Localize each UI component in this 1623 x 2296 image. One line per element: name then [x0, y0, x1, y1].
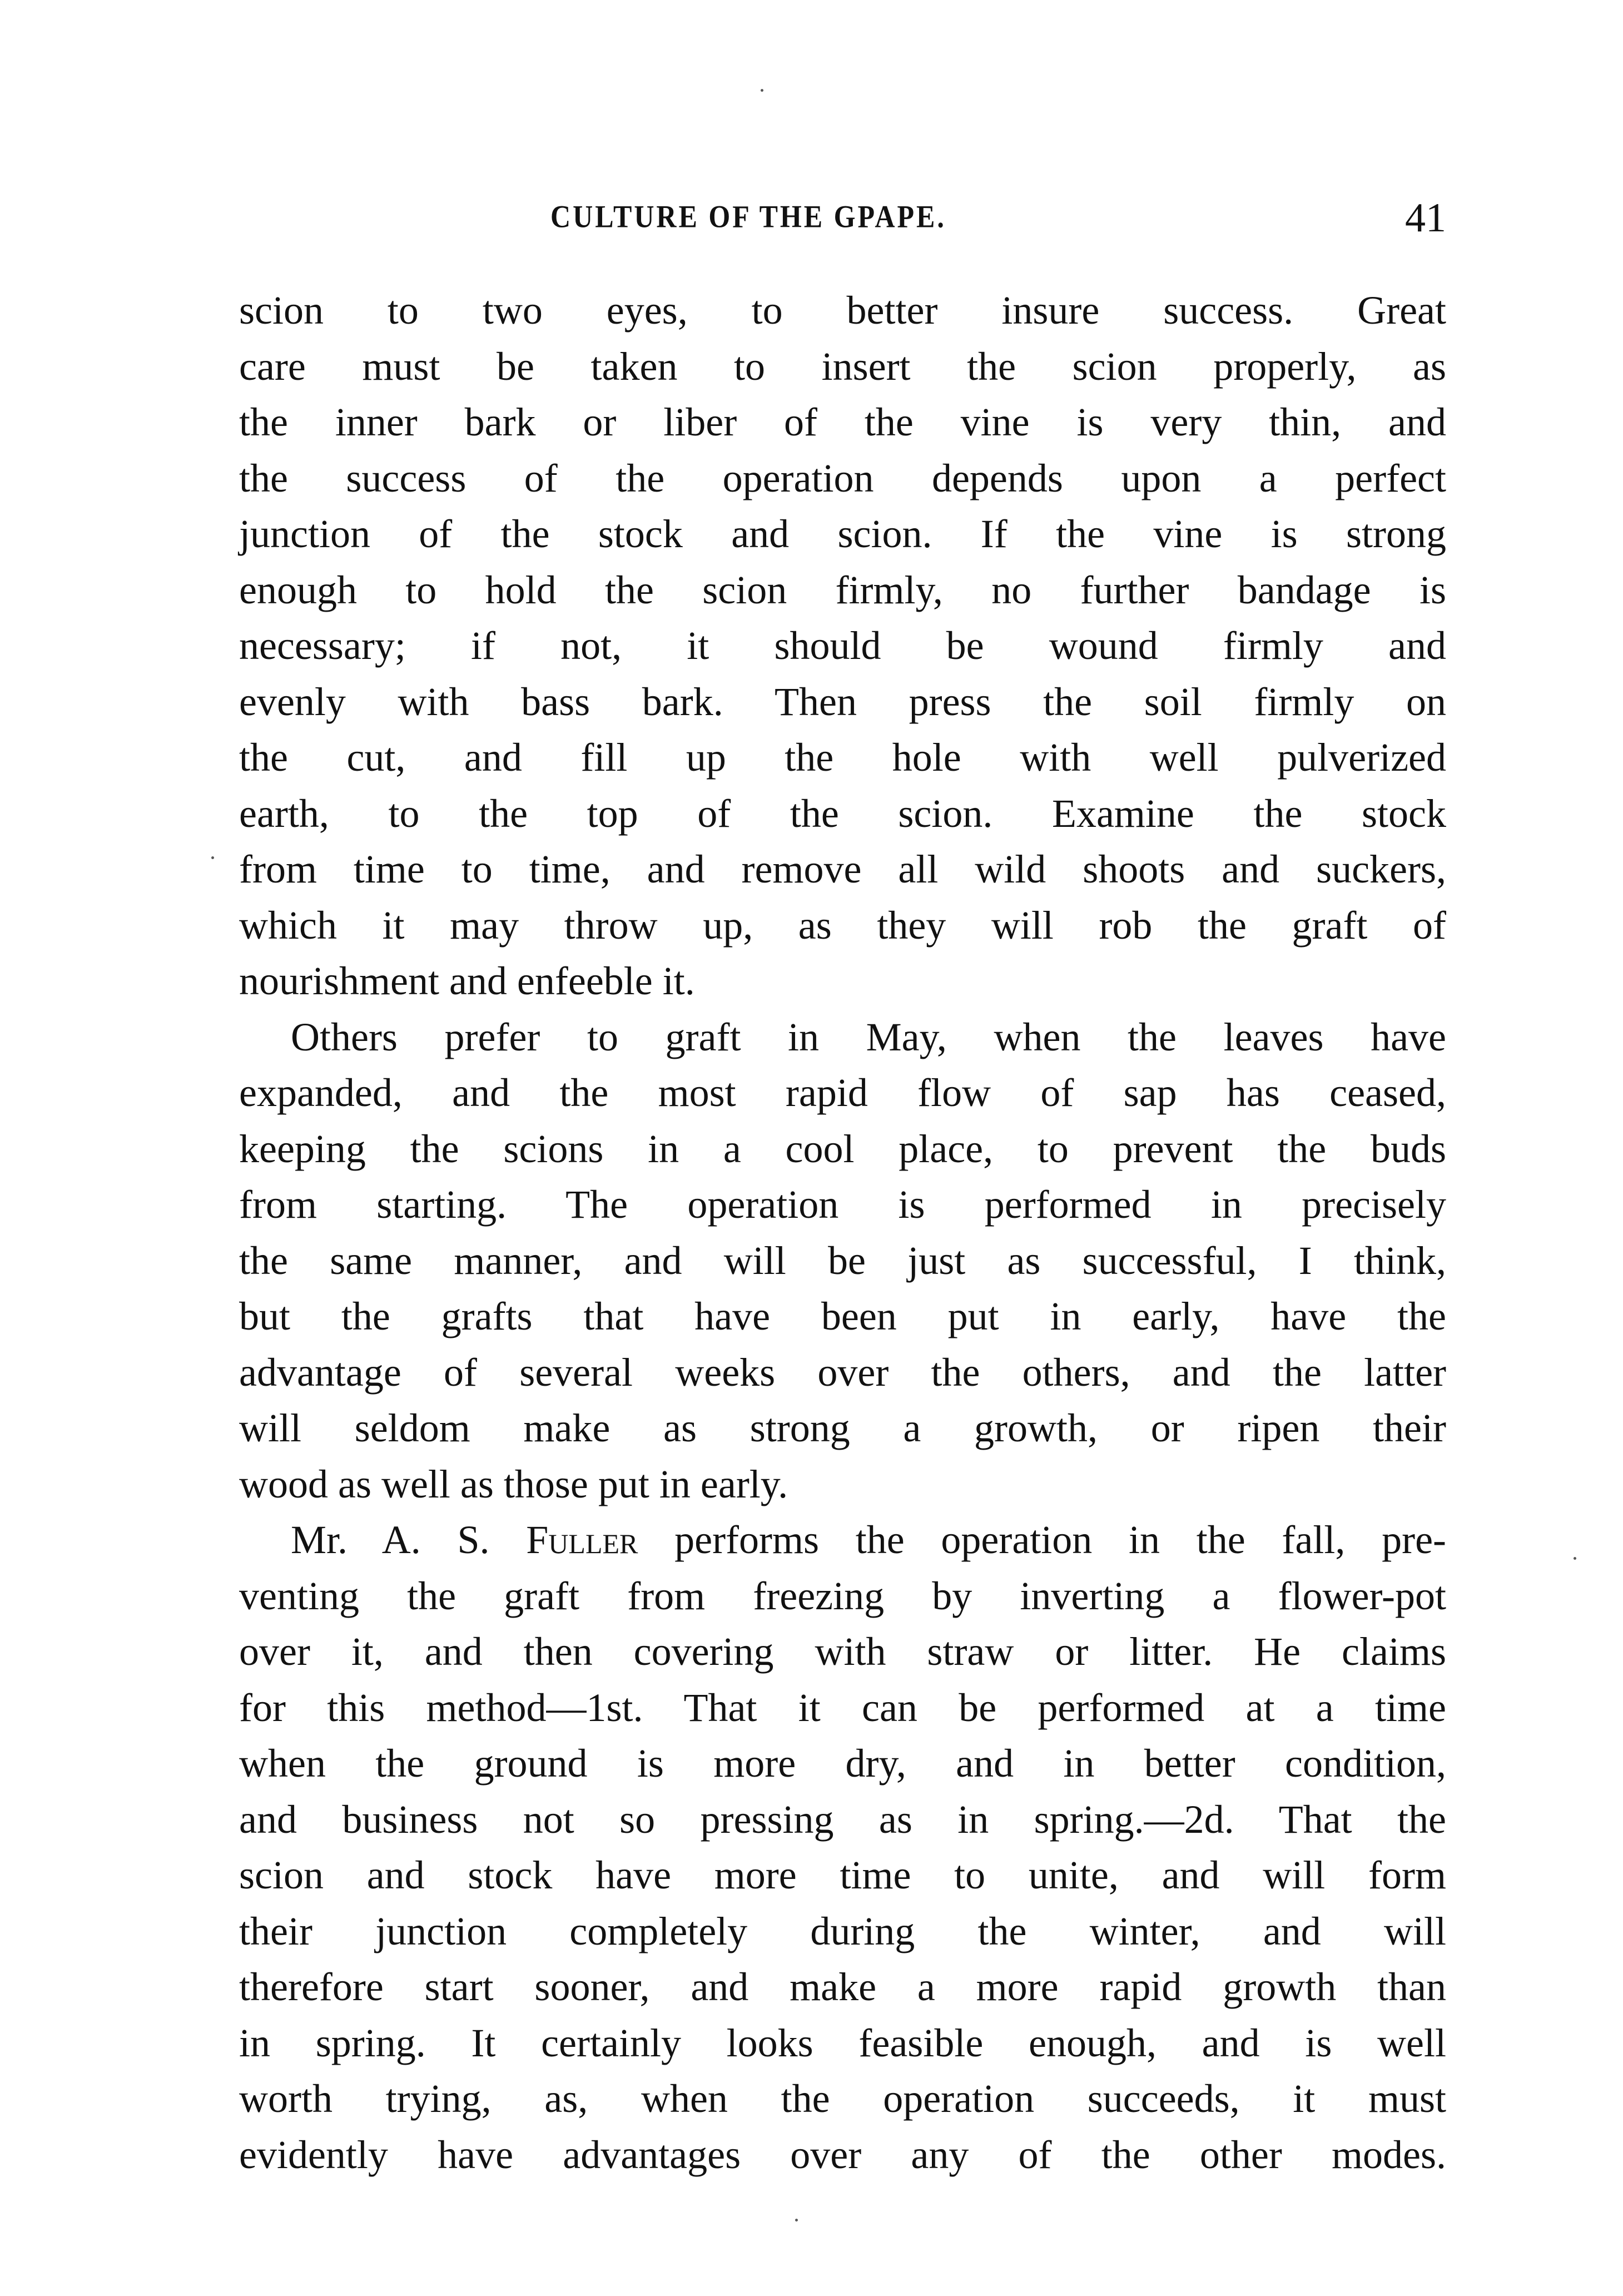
text-line: which it may throw up, as they will rob the graft of [239, 902, 1446, 948]
text-line: necessary; if not, it should be wound firmly and [239, 623, 1446, 668]
running-title: CULTURE OF THE GPAPE. [550, 198, 946, 235]
text-line: expanded, and the most rapid flow of sap has ceased, [239, 1070, 1446, 1115]
page-number: 41 [1405, 195, 1446, 241]
text-line: care must be taken to insert the scion properly, as [239, 344, 1446, 389]
text-line: the inner bark or liber of the vine is very thin, and [239, 400, 1446, 444]
text-segment: performs the operation in the fall, pre- [638, 1518, 1446, 1562]
text-line: in spring. It certainly looks feasible enough, and is well [239, 2020, 1446, 2065]
scan-speck [761, 89, 763, 92]
text-line: from starting. The operation is performed in precisely [239, 1182, 1446, 1227]
paragraph [239, 282, 1446, 1009]
paragraph [239, 1512, 1446, 2183]
text-line: evidently have advantages over any of the other modes. [239, 2132, 1446, 2177]
text-line: but the grafts that have been put in early, have the [239, 1294, 1446, 1338]
scan-speck [211, 856, 214, 859]
author-name: Fuller [526, 1518, 638, 1562]
text-line: their junction completely during the winter, and will [239, 1908, 1446, 1953]
text-line: nourishment and enfeeble it. [239, 959, 695, 1003]
text-line: venting the graft from freezing by inverting a flower-pot [239, 1573, 1446, 1618]
text-segment: Mr. A. S. [291, 1518, 527, 1562]
text-line: for this method—1st. That it can be performed at a time [239, 1685, 1446, 1730]
text-line: the cut, and fill up the hole with well pulverized [239, 735, 1446, 780]
body-text [239, 282, 1446, 2183]
text-line: junction of the stock and scion. If the vine is strong [239, 512, 1446, 556]
text-line: scion to two eyes, to better insure success. Great [239, 288, 1446, 333]
text-line: the same manner, and will be just as successful, I think, [239, 1238, 1446, 1283]
text-line: Others prefer to graft in May, when the leaves have [291, 1014, 1446, 1059]
text-line: worth trying, as, when the operation succeeds, it must [239, 2076, 1446, 2121]
text-line: scion and stock have more time to unite, and will form [239, 1853, 1446, 1897]
text-line: the success of the operation depends upon a perfect [239, 455, 1446, 500]
scan-speck [795, 2219, 798, 2221]
text-line: when the ground is more dry, and in better condition, [239, 1741, 1446, 1786]
text-line: evenly with bass bark. Then press the soil firmly on [239, 679, 1446, 724]
text-line: will seldom make as strong a growth, or ripen their [239, 1406, 1446, 1450]
text-line: keeping the scions in a cool place, to prevent the buds [239, 1126, 1446, 1171]
text-line: advantage of several weeks over the others, and the latter [239, 1350, 1446, 1395]
paragraph [239, 1009, 1446, 1513]
text-line: wood as well as those put in early. [239, 1461, 788, 1506]
scan-speck [1574, 1557, 1576, 1560]
text-line: and business not so pressing as in spring.—2d. That the [239, 1797, 1446, 1842]
page-header [239, 195, 1446, 245]
text-line: earth, to the top of the scion. Examine the stock [239, 791, 1446, 836]
text-line: over it, and then covering with straw or litter. He claims [239, 1629, 1446, 1674]
text-line: therefore start sooner, and make a more rapid growth than [239, 1965, 1446, 2009]
text-line [239, 1512, 1446, 1568]
text-line: enough to hold the scion firmly, no further bandage is [239, 567, 1446, 612]
text-line: from time to time, and remove all wild shoots and suckers, [239, 847, 1446, 891]
